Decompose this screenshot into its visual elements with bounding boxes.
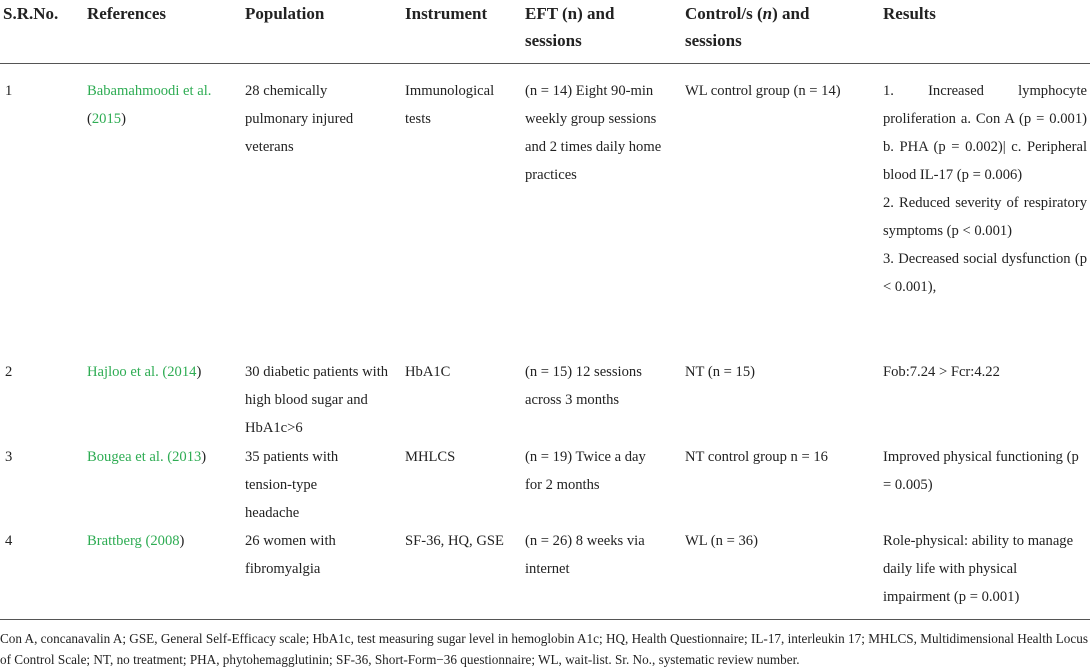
row4-population: 26 women with fibromyalgia (245, 533, 336, 577)
row2-ref-author[interactable]: Hajloo et al. ( (87, 364, 168, 380)
header-references: References (87, 4, 166, 23)
header-control-1a: Control/s ( (685, 4, 763, 23)
row1-result-3: 3. Decreased social dysfunction (p < 0.001), (883, 251, 1087, 295)
row3-results: Improved physical functioning (p = 0.005) (883, 449, 1079, 493)
row1-population: 28 chemically pulmonary injured veterans (245, 83, 354, 155)
row2-ref-close: ) (196, 364, 202, 380)
row3-reference (87, 443, 242, 471)
header-control-1b: ) and (772, 4, 810, 23)
row1-ref-open: ( (87, 111, 92, 127)
row1-result-1: 1. Increased lymphocyte proliferation a. Con A (p = 0.001) b. PHA (p = 0.002)| c. Peripheral blood IL-17 (p = 0.006) (883, 83, 1087, 183)
header-eft (525, 0, 675, 54)
row3-ref-close: ) (201, 449, 207, 465)
row4-ref-close: ) (179, 533, 185, 549)
row1-results (883, 77, 1087, 301)
row1-ref-close: ) (121, 111, 126, 127)
row1-control: WL control group (n = 14) (685, 83, 841, 99)
row2-eft: (n = 15) 12 sessions across 3 months (525, 364, 642, 408)
row3-ref-year[interactable]: 2013 (172, 449, 202, 465)
row2-number: 2 (5, 364, 13, 380)
header-population: Population (245, 4, 325, 23)
header-control-line2: sessions (685, 31, 742, 50)
row4-eft: (n = 26) 8 weeks via internet (525, 533, 645, 577)
row2-reference (87, 358, 242, 386)
row2-results: Fob:7.24 > Fcr:4.22 (883, 364, 1000, 380)
header-results: Results (883, 4, 936, 23)
header-rule (0, 63, 1090, 64)
row1-result-2: 2. Reduced severity of respiratory symptoms (p < 0.001) (883, 195, 1087, 239)
row1-ref-year[interactable]: 2015 (91, 111, 122, 127)
row2-population: 30 diabetic patients with high blood sugar and HbA1c>6 (245, 364, 389, 436)
row3-control: NT control group n = 16 (685, 449, 828, 465)
row3-population: 35 patients with tension-type headache (245, 449, 339, 521)
table-footnote: Con A, concanavalin A; GSE, General Self-Efficacy scale; HbA1c, test measuring sugar level in hemoglobin A1c; HQ, Health Questionnaire; IL-17, interleukin 17; MHLCS, Multidimensional Health Locus of Control Scale; NT, no treatment; PHA, phytohemagglutinin; SF-36, Short-Form−36 questionnaire; WL, wait-list. Sr. No., systematic review number. (0, 631, 1088, 667)
header-eft-line2: sessions (525, 31, 582, 50)
row4-instrument: SF-36, HQ, GSE (405, 533, 504, 549)
row4-control: WL (n = 36) (685, 533, 758, 549)
row2-control: NT (n = 15) (685, 364, 755, 380)
row1-number: 1 (5, 83, 13, 99)
row4-number: 4 (5, 533, 13, 549)
table-bottom-rule (0, 619, 1090, 620)
header-instrument: Instrument (405, 4, 488, 23)
row1-instrument: Immunological tests (405, 83, 495, 127)
header-control-n: n (762, 4, 773, 23)
row4-ref-author[interactable]: Brattberg ( (87, 533, 151, 549)
row1-ref-year-line (87, 105, 237, 133)
row1-reference (87, 77, 237, 133)
row4-ref-year[interactable]: 2008 (150, 533, 180, 549)
row2-instrument: HbA1C (405, 364, 451, 380)
header-control (685, 0, 875, 54)
row3-instrument: MHLCS (405, 449, 456, 465)
row1-eft: (n = 14) Eight 90-min weekly group sessions and 2 times daily home practices (525, 83, 662, 183)
row3-number: 3 (5, 449, 13, 465)
row4-reference (87, 527, 242, 555)
header-eft-line1: EFT (n) and (525, 4, 615, 23)
row1-ref-author[interactable]: Babamahmoodi et al. (87, 83, 212, 99)
row3-eft: (n = 19) Twice a day for 2 months (525, 449, 646, 493)
header-srno: S.R.No. (3, 4, 59, 23)
row3-ref-author[interactable]: Bougea et al. ( (87, 449, 173, 465)
header-control-line1 (685, 0, 875, 27)
row4-results: Role-physical: ability to manage daily life with physical impairment (p = 0.001) (883, 533, 1074, 605)
row2-ref-year[interactable]: 2014 (167, 364, 197, 380)
